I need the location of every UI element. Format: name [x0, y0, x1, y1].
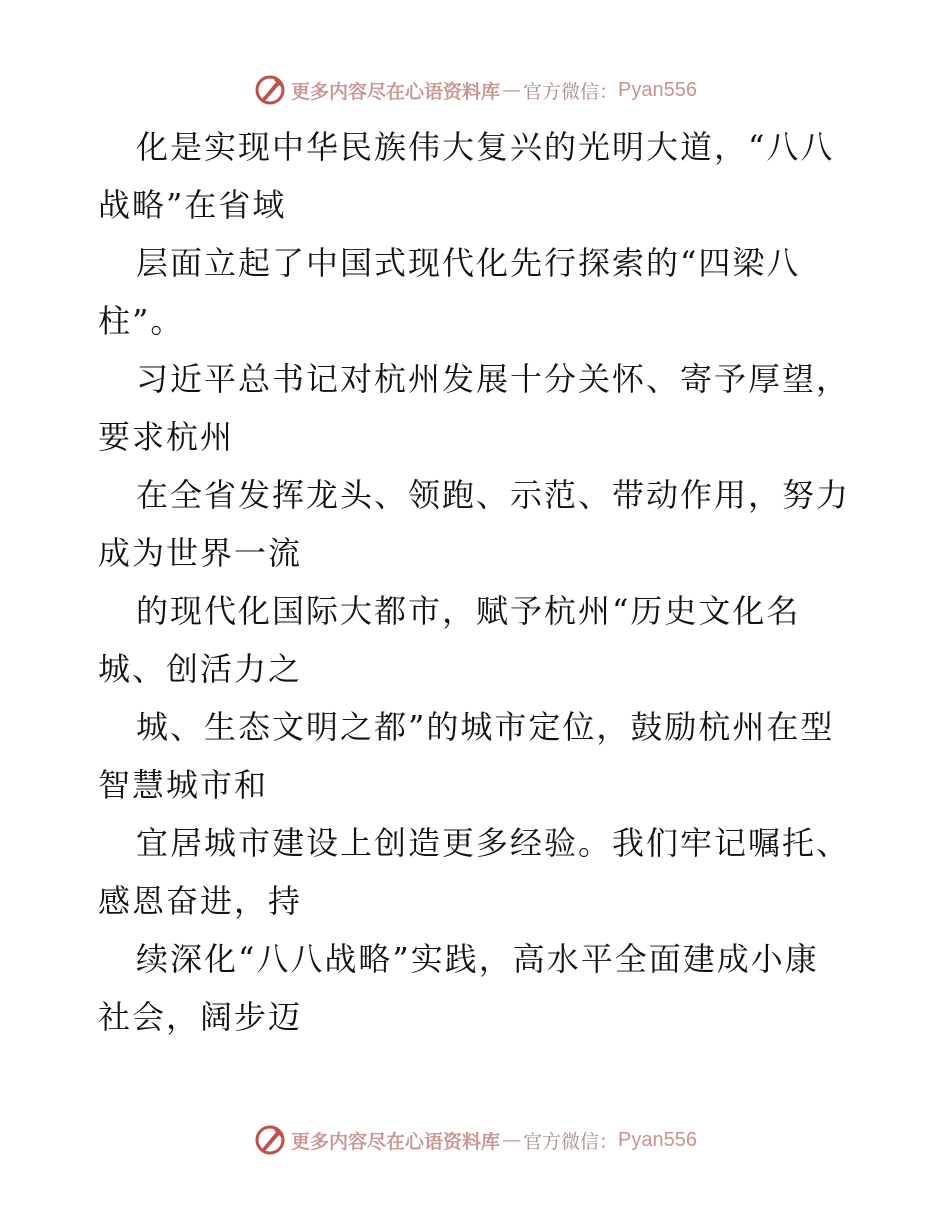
text-line: 智慧城市和	[98, 766, 269, 804]
text-line: 化是实现中华民族伟大复兴的光明大道，“八八	[136, 128, 835, 166]
text-line: 习近平总书记对杭州发展十分关怀、寄予厚望，	[136, 360, 851, 398]
text-line: 感恩奋进，持	[98, 882, 303, 920]
document-body	[98, 118, 878, 1046]
text-line: 社会，阔步迈	[98, 998, 303, 1036]
text-line: 在全省发挥龙头、领跑、示范、带动作用，努力	[136, 476, 851, 514]
pen-nib-circle-icon	[253, 1123, 287, 1157]
banner-wechat-id: Pyan556	[618, 78, 697, 101]
text-line: 的现代化国际大都市，赋予杭州“历史文化名	[136, 592, 801, 630]
banner-dash: —	[502, 79, 522, 101]
banner-main-text: 更多内容尽在心语资料库	[291, 80, 501, 103]
banner-dash: —	[502, 1129, 522, 1151]
banner-main-text: 更多内容尽在心语资料库	[291, 1130, 501, 1153]
header-watermark-banner	[0, 70, 950, 110]
text-line: 宜居城市建设上创造更多经验。我们牢记嘱托、	[136, 824, 851, 862]
text-line: 要求杭州	[98, 418, 235, 456]
banner-wechat-label: 官方微信：	[523, 80, 619, 103]
text-line: 续深化“八八战略”实践，高水平全面建成小康	[136, 940, 819, 978]
banner-wechat-label: 官方微信：	[523, 1130, 619, 1153]
text-line: 柱”。	[98, 302, 185, 340]
text-line: 成为世界一流	[98, 534, 303, 572]
banner-wechat-id: Pyan556	[618, 1128, 697, 1151]
footer-watermark-banner	[0, 1120, 950, 1160]
pen-nib-circle-icon	[253, 73, 287, 107]
text-line: 战略”在省域	[98, 186, 287, 224]
text-line: 城、生态文明之都”的城市定位，鼓励杭州在型	[136, 708, 835, 746]
text-line: 层面立起了中国式现代化先行探索的“四梁八	[136, 244, 801, 282]
text-line: 城、创活力之	[98, 650, 303, 688]
